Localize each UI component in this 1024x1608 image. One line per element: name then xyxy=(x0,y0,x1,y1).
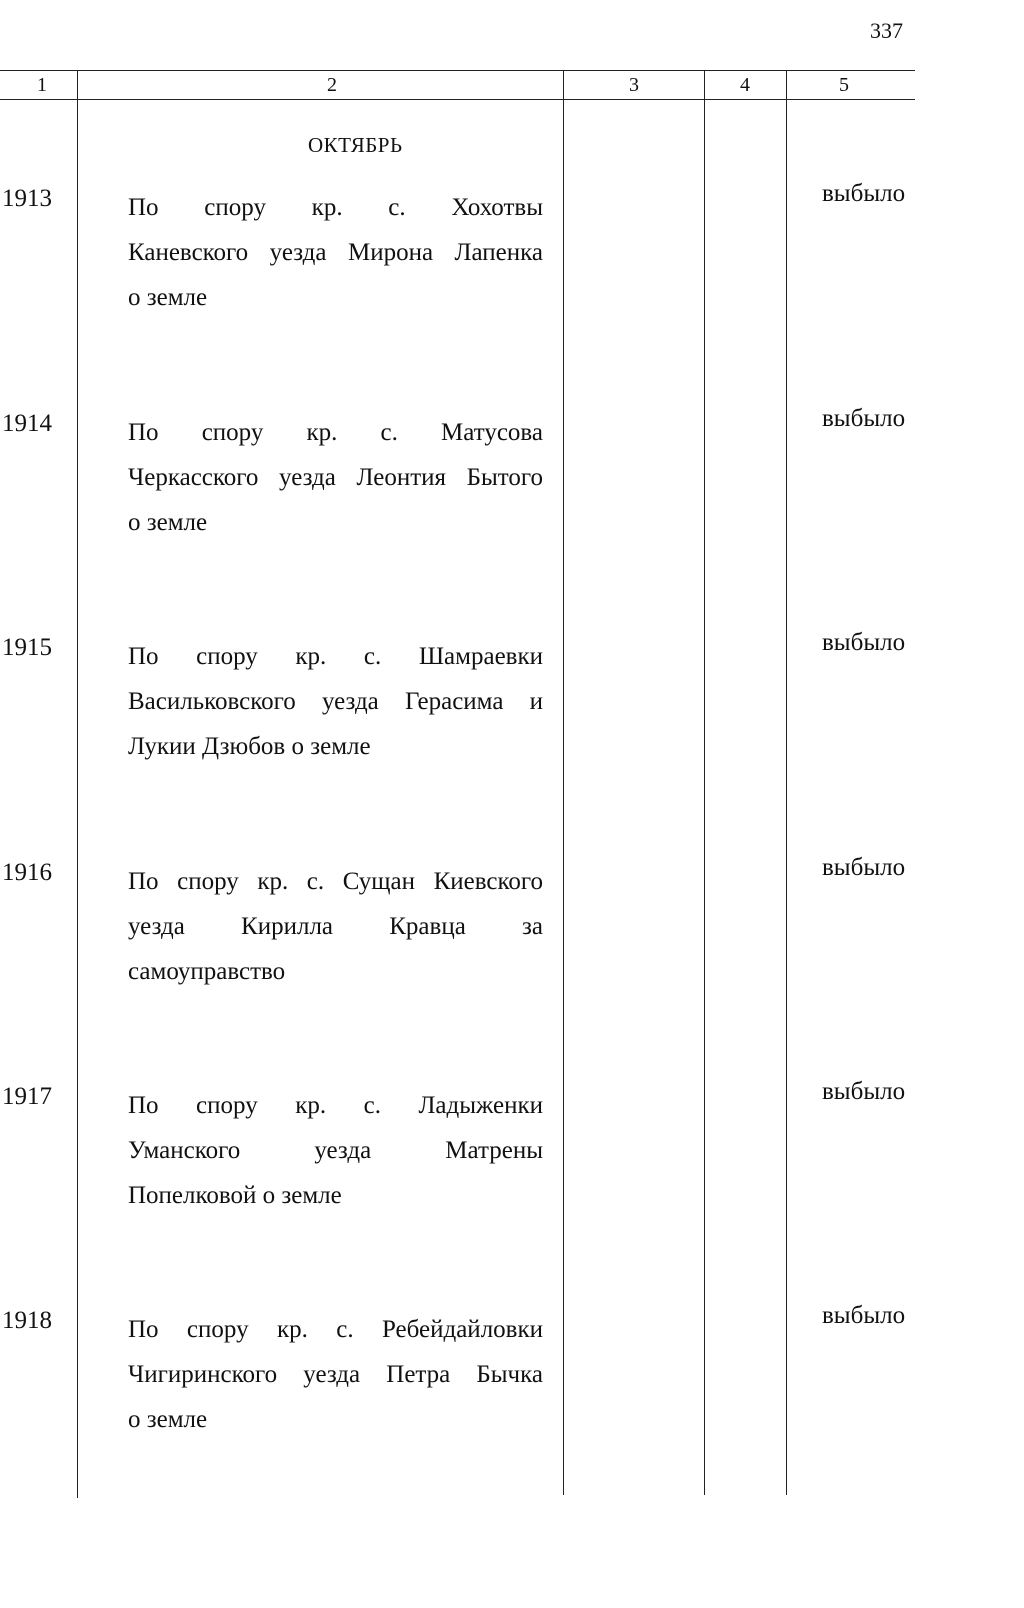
row-description xyxy=(128,1307,543,1442)
row-description xyxy=(128,634,543,769)
row-description xyxy=(128,410,543,545)
row-status: выбыло xyxy=(822,180,906,207)
description-line: о земле xyxy=(128,1406,208,1433)
description-line: По спору кр. с. Хохотвы xyxy=(128,194,543,221)
description-line: Уманского уезда Матрены xyxy=(128,1137,543,1164)
row-number: 1918 xyxy=(2,1307,52,1334)
column-header-5: 5 xyxy=(839,74,849,96)
column-header-2: 2 xyxy=(327,74,337,96)
page-number: 337 xyxy=(870,18,903,43)
description-line: По спору кр. с. Матусова xyxy=(128,419,543,446)
table-row xyxy=(0,629,1024,834)
column-header-4: 4 xyxy=(740,74,750,96)
description-line: Чигиринского уезда Петра Бычка xyxy=(128,1361,543,1388)
description-line: о земле xyxy=(128,509,208,536)
description-line: уезда Кирилла Кравца за xyxy=(128,913,543,940)
description-line: По спору кр. с. Ладыженки xyxy=(128,1092,543,1119)
table-row xyxy=(0,1302,1024,1507)
description-line: самоуправство xyxy=(128,958,286,985)
table-row xyxy=(0,854,1024,1059)
table-header-rule xyxy=(0,99,915,100)
row-status: выбыло xyxy=(822,405,906,432)
row-number: 1916 xyxy=(2,859,52,886)
section-title: ОКТЯБРЬ xyxy=(308,133,403,157)
row-status: выбыло xyxy=(822,1078,906,1105)
column-header-1: 1 xyxy=(37,74,47,96)
table-row xyxy=(0,1078,1024,1283)
description-line: о земле xyxy=(128,284,208,311)
description-line: Каневского уезда Мирона Лапенка xyxy=(128,239,543,266)
description-line: Черкасского уезда Леонтия Бытого xyxy=(128,464,543,491)
row-number: 1913 xyxy=(2,185,52,212)
row-description xyxy=(128,859,543,994)
row-number: 1915 xyxy=(2,634,52,661)
description-line: По спору кр. с. Ребейдайловки xyxy=(128,1316,543,1343)
row-description xyxy=(128,1083,543,1218)
row-description xyxy=(128,185,543,320)
row-number: 1917 xyxy=(2,1083,52,1110)
row-number: 1914 xyxy=(2,410,52,437)
row-status: выбыло xyxy=(822,1302,906,1329)
table-row xyxy=(0,405,1024,610)
column-header-3: 3 xyxy=(629,74,639,96)
description-line: Лукии Дзюбов о земле xyxy=(128,733,371,760)
table-top-rule xyxy=(0,70,915,71)
row-status: выбыло xyxy=(822,629,906,656)
description-line: Попелковой о земле xyxy=(128,1182,342,1209)
description-line: По спору кр. с. Шамраевки xyxy=(128,643,543,670)
description-line: По спору кр. с. Сущан Киевского xyxy=(128,868,543,895)
description-line: Васильковского уезда Герасима и xyxy=(128,688,543,715)
table-row xyxy=(0,180,1024,385)
row-status: выбыло xyxy=(822,854,906,881)
